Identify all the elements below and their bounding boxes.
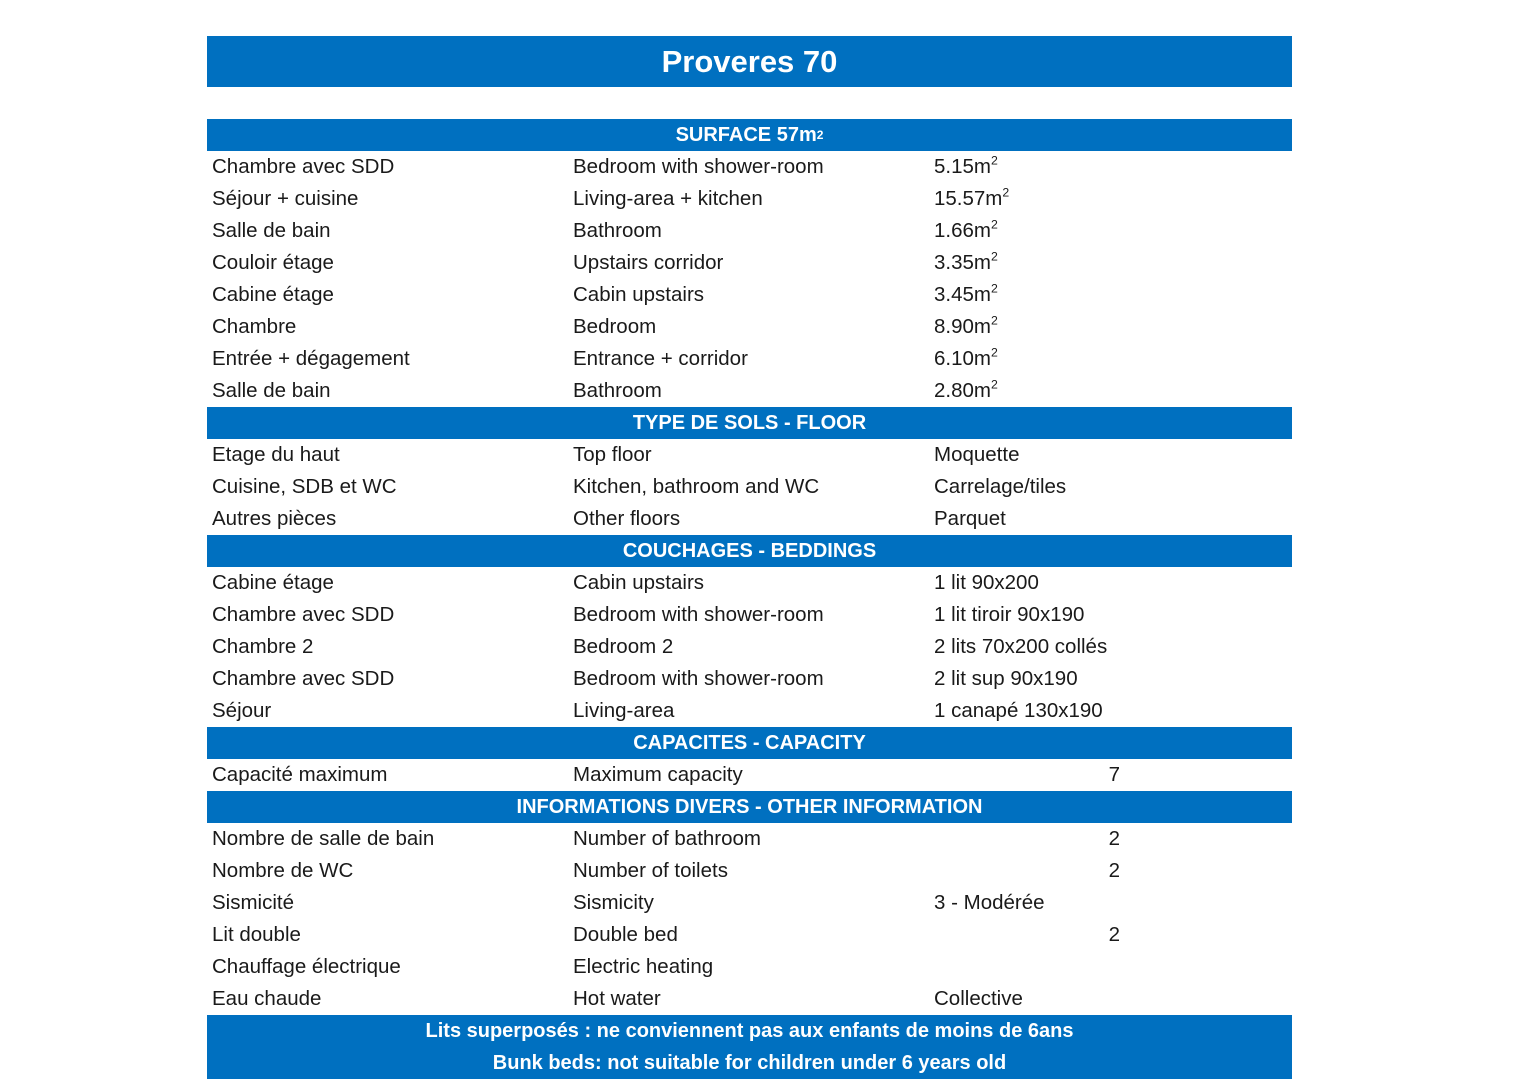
- area-value: 5.15m: [934, 155, 991, 178]
- table-row: [207, 887, 1292, 919]
- cell-value: 2: [1108, 859, 1120, 882]
- cell-fr: Cabine étage: [212, 283, 334, 306]
- area-value: 8.90m: [934, 315, 991, 338]
- cell-en: Bedroom: [573, 315, 657, 338]
- cell-value: [929, 219, 1292, 243]
- section-header-surface: SURFACE 57m 2: [207, 119, 1292, 151]
- area-value: 1.66m: [934, 219, 991, 242]
- unit-sup: 2: [990, 313, 998, 328]
- section-header-capacity: CAPACITES - CAPACITY: [207, 727, 1292, 759]
- cell-fr: Chambre avec SDD: [212, 603, 395, 626]
- cell-en: Hot water: [573, 987, 661, 1010]
- cell-en: Electric heating: [573, 955, 714, 978]
- cell-en: Bedroom with shower-room: [573, 667, 824, 690]
- table-row: [207, 695, 1292, 727]
- page-title: Proveres 70: [207, 36, 1292, 87]
- unit-sup: 2: [990, 153, 998, 168]
- table-row: [207, 311, 1292, 343]
- cell-value: [929, 315, 1292, 339]
- table-row: [207, 343, 1292, 375]
- cell-fr: Nombre de WC: [212, 859, 354, 882]
- cell-value: 3 - Modérée: [934, 891, 1045, 914]
- table-row: [207, 759, 1292, 791]
- cell-value: 2: [1108, 827, 1120, 850]
- cell-value: 1 canapé 130x190: [934, 699, 1103, 722]
- cell-en: Bathroom: [573, 379, 662, 402]
- cell-fr: Capacité maximum: [212, 763, 388, 786]
- section-header-other: INFORMATIONS DIVERS - OTHER INFORMATION: [207, 791, 1292, 823]
- table-row: [207, 503, 1292, 535]
- cell-en: Other floors: [573, 507, 681, 530]
- cell-fr: Chauffage électrique: [212, 955, 401, 978]
- cell-fr: Eau chaude: [212, 987, 322, 1010]
- cell-en: Bedroom with shower-room: [573, 603, 824, 626]
- cell-fr: Etage du haut: [212, 443, 340, 466]
- cell-en: Living-area: [573, 699, 675, 722]
- cell-fr: Cabine étage: [212, 571, 334, 594]
- cell-en: Top floor: [573, 443, 652, 466]
- table-row: [207, 951, 1292, 983]
- table-row: [207, 183, 1292, 215]
- table-row: [207, 279, 1292, 311]
- cell-en: Living-area + kitchen: [573, 187, 763, 210]
- cell-value: [929, 283, 1292, 307]
- cell-value: 7: [1108, 763, 1120, 786]
- table-row: [207, 823, 1292, 855]
- cell-en: Bathroom: [573, 219, 662, 242]
- table-row: [207, 215, 1292, 247]
- cell-fr: Séjour + cuisine: [212, 187, 359, 210]
- cell-value: Parquet: [934, 507, 1006, 530]
- table-row: [207, 151, 1292, 183]
- unit-sup: 2: [990, 281, 998, 296]
- cell-en: Kitchen, bathroom and WC: [573, 475, 820, 498]
- cell-fr: Salle de bain: [212, 379, 331, 402]
- section-header-surface-text: SURFACE 57m: [675, 123, 817, 146]
- cell-en: Bedroom 2: [573, 635, 674, 658]
- cell-en: Bedroom with shower-room: [573, 155, 824, 178]
- cell-value: 2 lit sup 90x190: [934, 667, 1078, 690]
- table-row: [207, 983, 1292, 1015]
- cell-en: Cabin upstairs: [573, 283, 705, 306]
- cell-fr: Chambre avec SDD: [212, 155, 395, 178]
- cell-fr: Chambre avec SDD: [212, 667, 395, 690]
- area-value: 6.10m: [934, 347, 991, 370]
- cell-fr: Cuisine, SDB et WC: [212, 475, 397, 498]
- warning-line-fr: Lits superposés : ne conviennent pas aux enfants de moins de 6ans: [425, 1019, 1074, 1042]
- cell-en: Double bed: [573, 923, 678, 946]
- title-spacer: [207, 87, 1292, 119]
- cell-value: 2 lits 70x200 collés: [934, 635, 1108, 658]
- cell-en: Upstairs corridor: [573, 251, 724, 274]
- table-row: [207, 855, 1292, 887]
- cell-value: Carrelage/tiles: [934, 475, 1067, 498]
- area-value: 3.35m: [934, 251, 991, 274]
- table-row: [207, 471, 1292, 503]
- unit-sup: 2: [1002, 185, 1010, 200]
- property-sheet: [207, 36, 1292, 1079]
- table-row: [207, 439, 1292, 471]
- cell-fr: Salle de bain: [212, 219, 331, 242]
- cell-value: 1 lit 90x200: [934, 571, 1039, 594]
- table-row: [207, 663, 1292, 695]
- cell-value: [929, 251, 1292, 275]
- table-row: [207, 919, 1292, 951]
- warning-line-en: Bunk beds: not suitable for children under 6 years old: [492, 1051, 1007, 1074]
- cell-en: Number of toilets: [573, 859, 728, 882]
- cell-fr: Séjour: [212, 699, 272, 722]
- cell-fr: Autres pièces: [212, 507, 337, 530]
- section-header-floor: TYPE DE SOLS - FLOOR: [207, 407, 1292, 439]
- section-header-beddings: COUCHAGES - BEDDINGS: [207, 535, 1292, 567]
- cell-fr: Couloir étage: [212, 251, 334, 274]
- cell-en: Sismicity: [573, 891, 654, 914]
- cell-en: Number of bathroom: [573, 827, 762, 850]
- unit-sup: 2: [990, 377, 998, 392]
- table-row: [207, 599, 1292, 631]
- cell-en: Cabin upstairs: [573, 571, 705, 594]
- unit-sup: 2: [990, 249, 998, 264]
- cell-fr: Chambre 2: [212, 635, 314, 658]
- cell-value: 1 lit tiroir 90x190: [934, 603, 1085, 626]
- cell-fr: Entrée + dégagement: [212, 347, 410, 370]
- cell-value: [929, 379, 1292, 403]
- unit-sup: 2: [990, 345, 998, 360]
- cell-en: Entrance + corridor: [573, 347, 748, 370]
- cell-fr: Chambre: [212, 315, 297, 338]
- table-row: [207, 375, 1292, 407]
- cell-en: Maximum capacity: [573, 763, 743, 786]
- cell-value: 2: [1108, 923, 1120, 946]
- cell-fr: Lit double: [212, 923, 301, 946]
- table-row: [207, 631, 1292, 663]
- area-value: 15.57m: [934, 187, 1003, 210]
- cell-value: [929, 155, 1292, 179]
- unit-sup: 2: [990, 217, 998, 232]
- area-value: 3.45m: [934, 283, 991, 306]
- table-row: [207, 247, 1292, 279]
- area-value: 2.80m: [934, 379, 991, 402]
- cell-value: [929, 187, 1292, 211]
- bunk-bed-warning: [207, 1015, 1292, 1079]
- cell-value: Moquette: [934, 443, 1020, 466]
- cell-fr: Sismicité: [212, 891, 295, 914]
- cell-fr: Nombre de salle de bain: [212, 827, 435, 850]
- cell-value: [929, 347, 1292, 371]
- cell-value: Collective: [934, 987, 1023, 1010]
- table-row: [207, 567, 1292, 599]
